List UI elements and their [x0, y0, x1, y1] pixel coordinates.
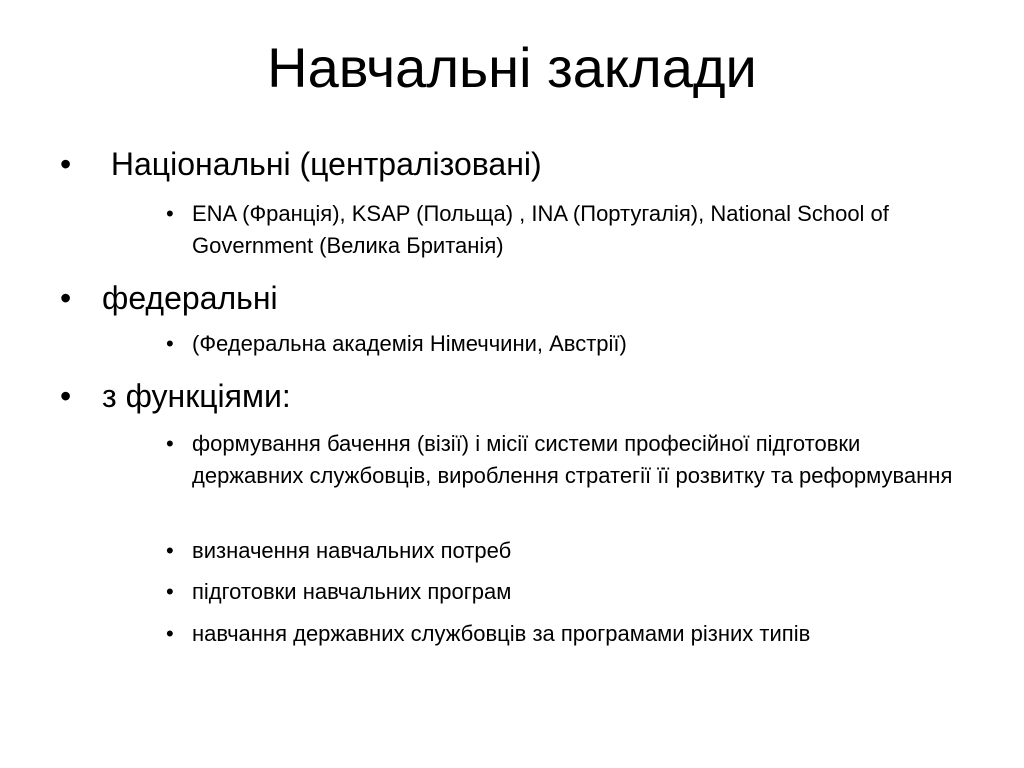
bullet-dot: • [60, 378, 72, 414]
bullet-dot: • [60, 146, 72, 182]
bullet-dot: • [166, 431, 174, 456]
bullet-dot: • [166, 621, 174, 646]
bullet-dot: • [166, 579, 174, 604]
sub-bullet-item [166, 428, 966, 492]
sub-bullet-item [166, 576, 966, 608]
sub-bullet-label: формування бачення (візії) і місії системи професійної підготовки державних службовців, вироблення стратегії її розвитку та реформування [192, 431, 953, 488]
sub-bullet-item [166, 618, 966, 650]
sub-bullet-label: визначення навчальних потреб [192, 538, 512, 563]
bullet-dot: • [60, 280, 72, 316]
sub-bullet-label: навчання державних службовців за програмами різних типів [192, 621, 811, 646]
bullet-item-label: Національні (централізовані) [102, 146, 542, 182]
sub-bullet-label: (Федеральна академія Німеччини, Австрії) [192, 331, 627, 356]
sub-bullet-item [166, 198, 966, 262]
bullet-dot: • [166, 538, 174, 563]
bullet-dot: • [166, 331, 174, 356]
bullet-dot: • [166, 201, 174, 226]
sub-bullet-item [166, 328, 966, 360]
bullet-item-label: федеральні [102, 280, 278, 316]
sub-bullet-label: ENA (Франція), KSAP (Польща) , INA (Португалія), National School of Government (Велика Британія) [192, 201, 889, 258]
bullet-item-label: з функціями: [102, 378, 291, 414]
sub-bullet-item [166, 535, 966, 567]
sub-bullet-label: підготовки навчальних програм [192, 579, 512, 604]
slide-title: Навчальні заклади [267, 36, 757, 99]
